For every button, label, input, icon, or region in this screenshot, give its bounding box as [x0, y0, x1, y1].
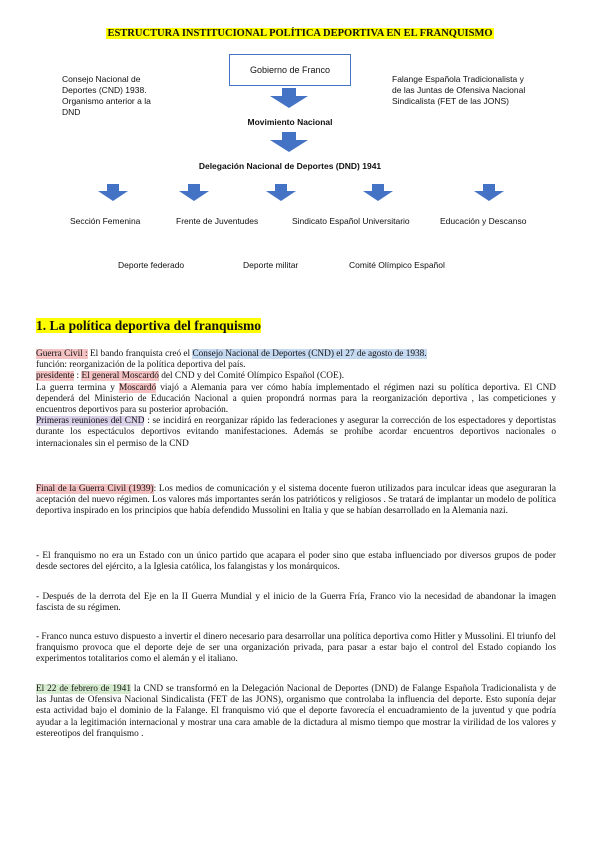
delegacion-label: Delegación Nacional de Deportes (DND) 1941	[198, 161, 382, 171]
text: viajó a Alemania para ver cómo había implementado el régimen nazi su política deportiva. El CND dependerá del Ministerio de Educación Nacional a quien propondrá normas para la reorganización deportiva , las competiciones y encuentros deportivos para su posterior aprobación.	[36, 382, 557, 416]
p1-body2	[36, 416, 556, 450]
paragraph-22-febrero	[36, 684, 556, 740]
branch-sindicato: Sindicato Español Universitario	[292, 216, 410, 226]
gobierno-label: Gobierno de Franco	[249, 65, 331, 75]
down-arrow-icon	[474, 184, 504, 201]
right-note-line: Falange Española Tradicionalista y	[392, 74, 524, 84]
down-arrow-icon	[266, 184, 296, 201]
sub-deporte-militar: Deporte militar	[243, 260, 299, 270]
hl-final-guerra: Final de la Guerra Civil (1939)	[36, 484, 154, 494]
down-arrow-icon	[98, 184, 128, 201]
text: : Los medios de comunicación y el sistema docente fueron utilizados para inculcar ideas que aseguraran la aceptación del nuevo régimen. Los valores más importantes serán los patrióticos y religiosos . Se tratará de implantar un modelo de política deportiva inspirado en los principios que había defendido Mussolini en Italia y que se habían desarrollado en la Alemania nazi.	[36, 484, 556, 517]
hl-primeras-reuniones: Primeras reuniones del CND	[36, 416, 145, 427]
text: la CND se transformó en la Delegación Nacional de Deportes (DND) de Falange Española Tradicionalista y de las Juntas de Ofensiva Nacional Sindicalista (FET de las JONS), organismo que controlaba la influencia del deporte. Esto suponía dejar esta actividad bajo el dominio de la Falange. El franquismo vió que el deporte favorecía el encuadramiento de la juventud y que podría ayudar a la legitimación internacional y mostrar una cara amable de la dictadura al mismo tiempo que mostrar la virilidad de los valores y estereotipos del franquismo .	[36, 684, 556, 739]
hl-guerra-civil: Guerra Civil :	[36, 349, 88, 359]
branch-educacion: Educación y Descanso	[440, 216, 527, 226]
hl-moscardo-2: Moscardó	[118, 382, 157, 393]
paragraph-guerra-civil	[36, 349, 556, 450]
right-note-line: de las Juntas de Ofensiva Nacional	[392, 85, 526, 95]
down-arrow-icon	[363, 184, 393, 201]
p1-line3	[36, 371, 556, 382]
paragraph-partido-unico: - El franquismo no era un Estado con un único partido que acapara el poder sino que estaba influenciado por diversos grupos de poder desde sectores del ejército, a la Iglesia católica, los falangistas y los monárquicos.	[36, 551, 556, 573]
down-arrow-icon	[270, 132, 308, 152]
left-note-line: DND	[62, 107, 81, 117]
down-arrow-icon	[179, 184, 209, 201]
hl-moscardo: El general Moscardó	[81, 371, 159, 382]
sub-comite-olimpico: Comité Olímpico Español	[349, 260, 445, 270]
branch-frente-juventudes: Frente de Juventudes	[176, 216, 259, 226]
hl-22-febrero: El 22 de febrero de 1941	[36, 684, 131, 694]
branch-seccion-femenina: Sección Femenina	[70, 216, 141, 226]
text: : se incidirá en reorganizar rápido las federaciones y asegurar la corrección de los espectadores y deportistas durante los espectáculos deportivos evitando manifestaciones. Además se prohíbe acordar encuentros deportivos nacionales o internacionales sin el permiso de la CND	[36, 416, 556, 449]
section-heading: 1. La política deportiva del franquismo	[36, 318, 262, 333]
hl-presidente: presidente	[36, 371, 75, 382]
sub-deporte-federado: Deporte federado	[118, 260, 185, 270]
text: El bando franquista creó el	[87, 349, 193, 359]
paragraph-final-guerra	[36, 484, 556, 518]
hl-cnd-date: Consejo Nacional de Deportes (CND) el 27 de agosto de 1938.	[192, 349, 427, 359]
right-note-line: Sindicalista (FET de las JONS)	[392, 96, 509, 106]
movimiento-label: Movimiento Nacional	[247, 117, 333, 127]
p1-body1	[36, 383, 556, 417]
down-arrow-icon	[270, 88, 308, 108]
text: :	[74, 371, 82, 382]
document-title: ESTRUCTURA INSTITUCIONAL POLÍTICA DEPORTIVA EN EL FRANQUISMO	[107, 28, 493, 39]
left-note-line: Consejo Nacional de	[62, 74, 141, 84]
paragraph-derrota-eje: - Después de la derrota del Eje en la II Guerra Mundial y el inicio de la Guerra Fría, Franco vio la necesidad de abandonar la imagen fascista de su régimen.	[36, 592, 556, 614]
p1-line1	[36, 349, 556, 360]
paragraph-franco-inversion: - Franco nunca estuvo dispuesto a invertir el dinero necesario para desarrollar una política deportiva como Hitler y Mussolini. El triunfo del franquismo provoca que el deporte deje de ser una organización privada, para pasar a estar bajo el control del Estado copiando los experimentos totalitarios como el alemán y el italiano.	[36, 632, 556, 665]
text: del CND y del Comité Olímpico Español (COE).	[158, 371, 345, 382]
left-note-line: Organismo anterior a la	[62, 96, 151, 106]
p1-line2: función: reorganización de la política deportiva del país.	[36, 360, 246, 371]
text: La guerra termina y	[36, 382, 119, 393]
left-note-line: Deportes (CND) 1938.	[62, 85, 147, 95]
